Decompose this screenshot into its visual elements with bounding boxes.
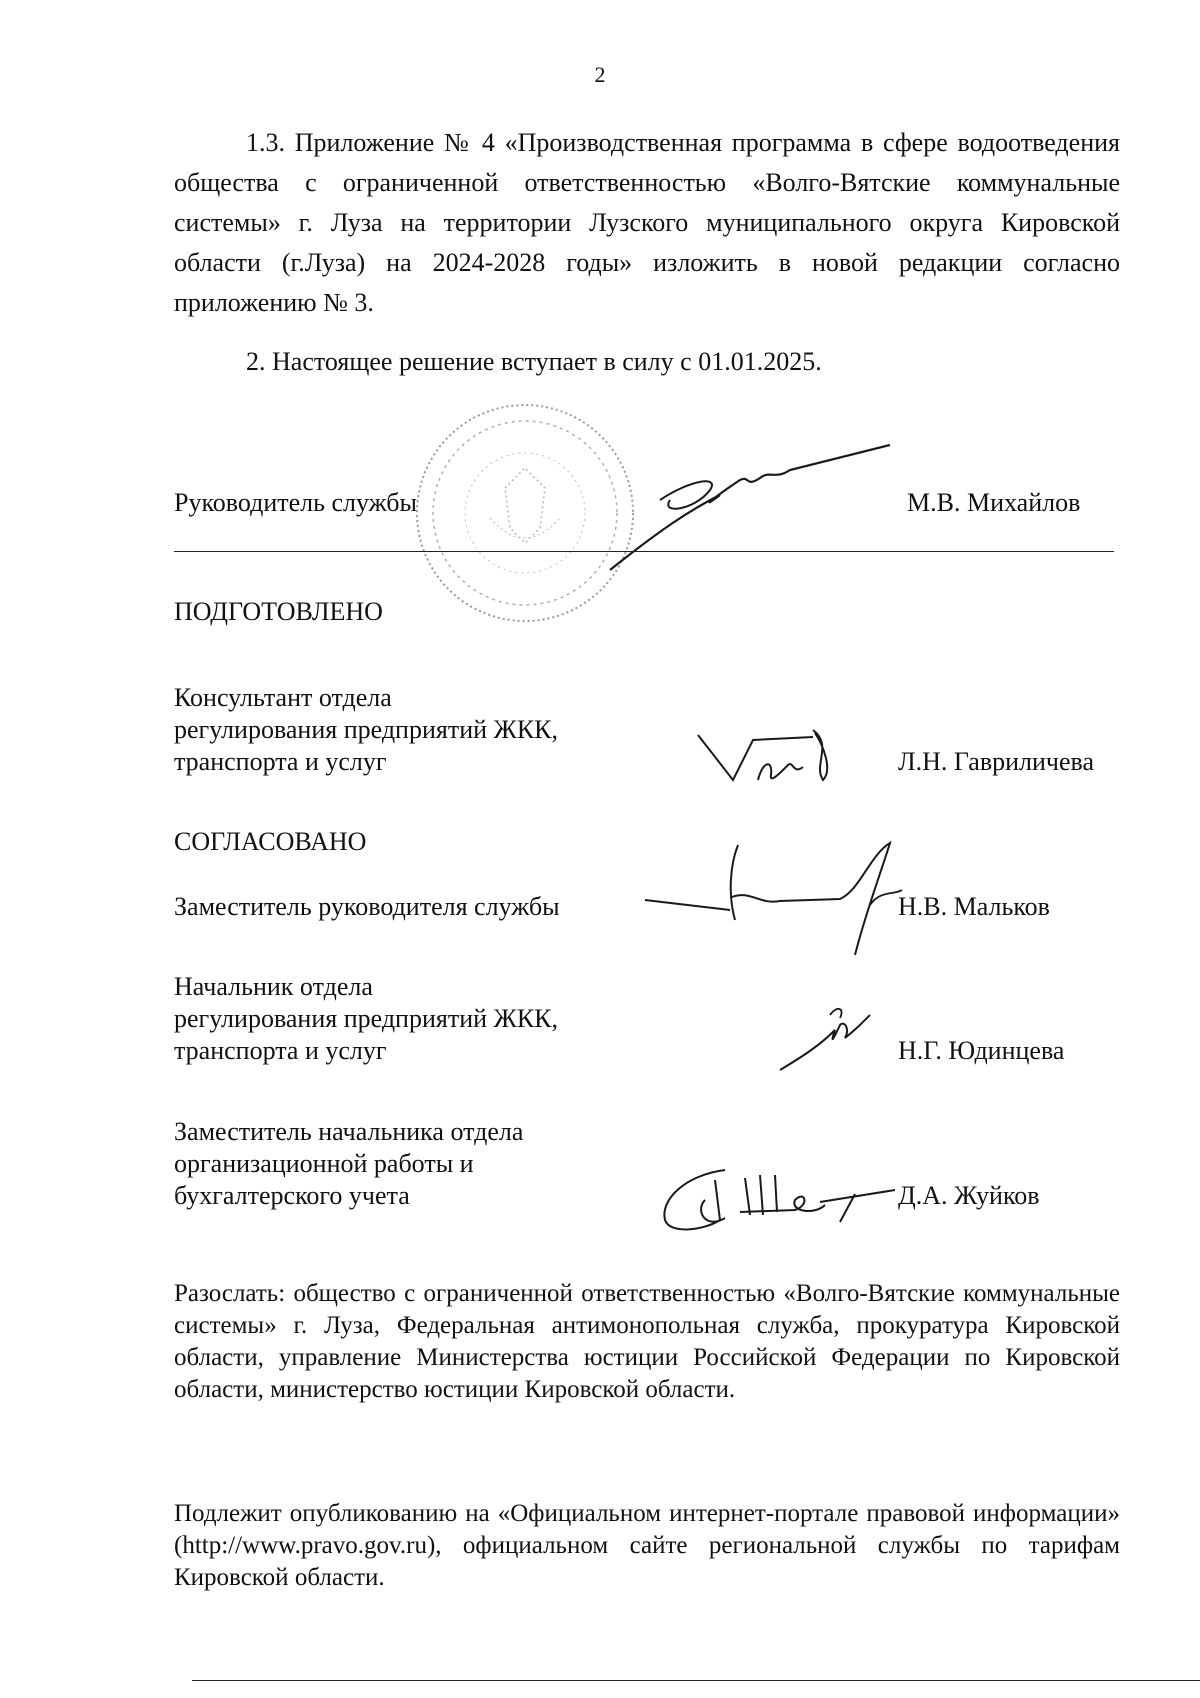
signature-divider: [174, 551, 1114, 552]
signer-2-position-line-3: транспорта и услуг: [174, 1036, 387, 1065]
signer-2-signature: [775, 1000, 885, 1080]
signer-3-name: Д.А. Жуйков: [898, 1181, 1040, 1210]
publication-note: Подлежит опубликованию на «Официальном интернет-портале правовой информации» (http://www.pravo.gov.ru), официальном сайте региональной службы по тарифам Кировской области.: [174, 1500, 1120, 1591]
distribution-list: Разослать: общество с ограниченной ответственностью «Волго-Вятские коммунальные системы» г. Луза, Федеральная антимонопольная служба, прокуратура Кировской области, управление Министерства юстиции Российской Федерации по Кировской области, министерство юстиции Кировской области.: [174, 1280, 1120, 1403]
footer-rule: [192, 1680, 1200, 1681]
prepared-name: Л.Н. Гавриличева: [898, 747, 1095, 776]
approved-heading: СОГЛАСОВАНО: [174, 827, 367, 856]
prepared-position-line-1: Консультант отдела: [174, 683, 392, 712]
page-number: 2: [594, 62, 606, 87]
clause-2: 2. Настоящее решение вступает в силу с 01.01.2025.: [246, 347, 822, 376]
signer-2-name: Н.Г. Юдинцева: [898, 1036, 1065, 1065]
prepared-heading: ПОДГОТОВЛЕНО: [174, 597, 383, 626]
signer-2-position-line-1: Начальник отдела: [174, 972, 373, 1001]
prepared-position-line-3: транспорта и услуг: [174, 747, 387, 776]
signer-1-position: Заместитель руководителя службы: [174, 892, 560, 921]
signer-2-position-line-2: регулирования предприятий ЖКК,: [174, 1004, 559, 1033]
prepared-signature: [693, 725, 843, 795]
signer-3-signature: [645, 1160, 895, 1240]
head-signature: [600, 440, 900, 580]
head-name: М.В. Михайлов: [907, 488, 1081, 517]
clause-1-3: 1.3. Приложение № 4 «Производственная программа в сфере водоотведения общества с ограниченной ответственностью «Волго-Вятские коммунальные системы» г. Луза на территории Лузского муниципального округа Кировской области (г.Луза) на 2024-2028 годы» изложить в новой редакции согласно приложению № 3.: [174, 128, 1120, 317]
signer-1-name: Н.В. Мальков: [898, 892, 1050, 921]
signer-3-position-line-1: Заместитель начальника отдела: [174, 1117, 524, 1146]
signer-1-signature: [640, 835, 920, 965]
signer-3-position-line-2: организационной работы и: [174, 1149, 474, 1178]
signer-3-position-line-3: бухгалтерского учета: [174, 1181, 410, 1210]
prepared-position-line-2: регулирования предприятий ЖКК,: [174, 715, 559, 744]
head-position: Руководитель службы: [174, 488, 417, 517]
